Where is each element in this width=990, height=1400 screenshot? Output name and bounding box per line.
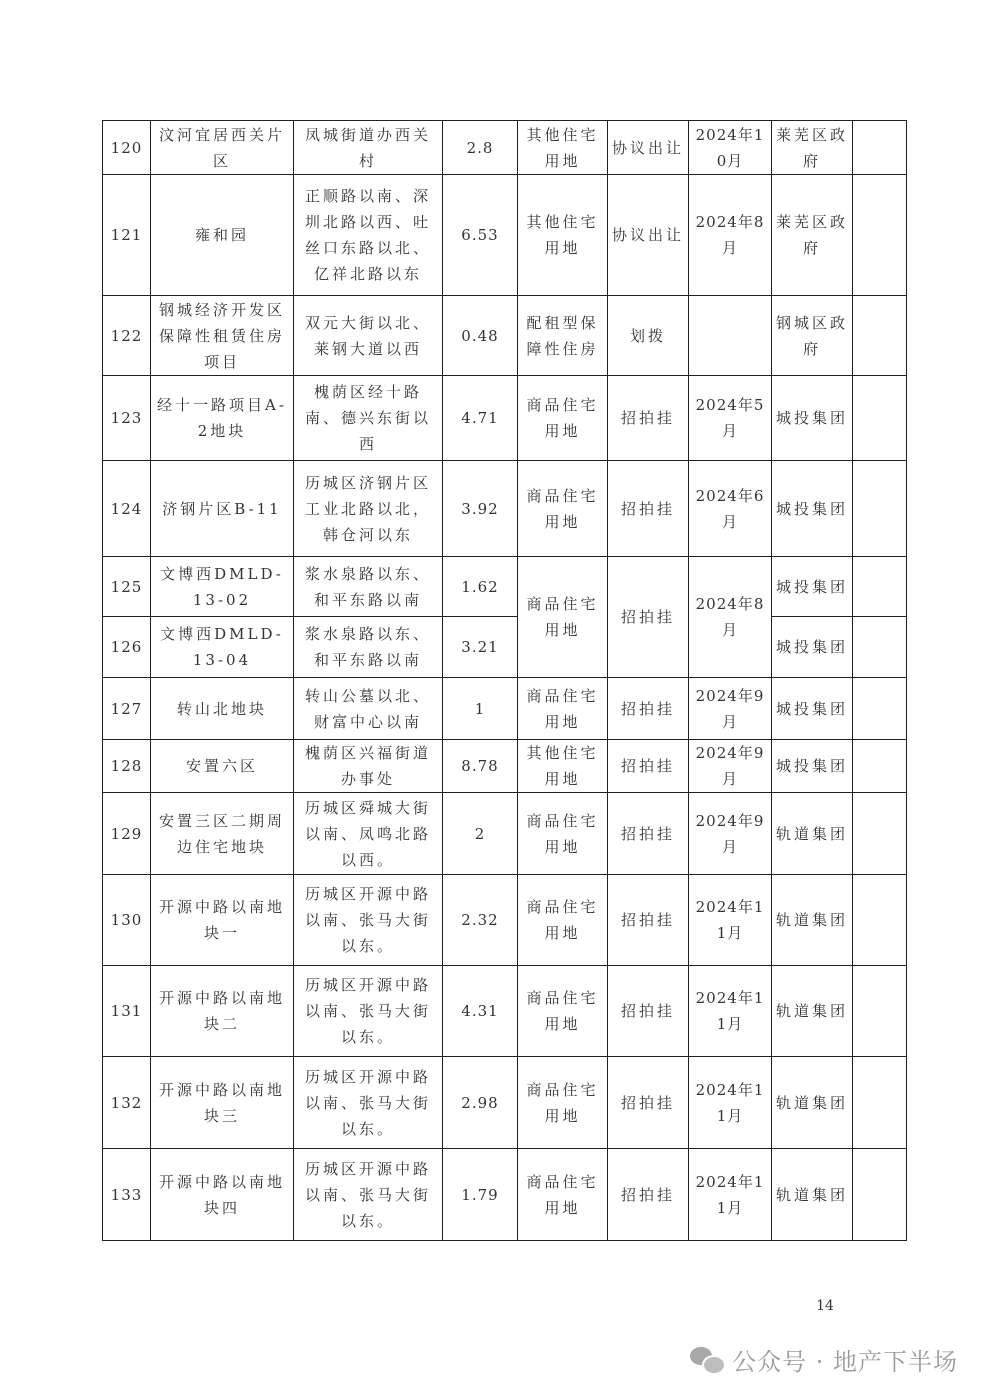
land-area: 2.8 [443, 121, 518, 175]
supply-method: 招拍挂 [608, 966, 689, 1057]
supply-method: 招拍挂 [608, 793, 689, 875]
land-use: 商品住宅用地 [518, 966, 608, 1057]
responsible-entity: 莱芜区政府 [772, 121, 853, 175]
responsible-entity: 钢城区政府 [772, 296, 853, 376]
page-number: 14 [816, 1298, 834, 1314]
project-location: 浆水泉路以东、和平东路以南 [294, 557, 443, 617]
watermark [690, 1342, 958, 1377]
supply-method: 划拨 [608, 296, 689, 376]
watermark-text: 公众号 · 地产下半场 [732, 1348, 958, 1376]
responsible-entity: 城投集团 [772, 617, 853, 678]
project-name: 经十一路项目A-2地块 [151, 376, 294, 461]
responsible-entity: 城投集团 [772, 557, 853, 617]
land-use: 商品住宅用地 [518, 1149, 608, 1241]
project-location: 双元大街以北、莱钢大道以西 [294, 296, 443, 376]
remark-cell [853, 121, 907, 175]
project-location: 槐荫区经十路南、德兴东街以西 [294, 376, 443, 461]
supply-method: 招拍挂 [608, 1057, 689, 1149]
table-row [103, 678, 907, 740]
supply-time [689, 296, 772, 376]
remark-cell [853, 875, 907, 966]
supply-method: 协议出让 [608, 121, 689, 175]
supply-time: 2024年9月 [689, 740, 772, 793]
responsible-entity: 轨道集团 [772, 1057, 853, 1149]
table-row [103, 296, 907, 376]
remark-cell [853, 376, 907, 461]
project-name: 开源中路以南地块三 [151, 1057, 294, 1149]
supply-time: 2024年11月 [689, 1149, 772, 1241]
project-name: 安置三区二期周边住宅地块 [151, 793, 294, 875]
responsible-entity: 城投集团 [772, 376, 853, 461]
remark-cell [853, 678, 907, 740]
supply-time: 2024年9月 [689, 793, 772, 875]
project-name: 汶河宜居西关片区 [151, 121, 294, 175]
project-location: 历城区开源中路以南、张马大街以东。 [294, 1149, 443, 1241]
land-area: 2.32 [443, 875, 518, 966]
land-use: 配租型保障性住房 [518, 296, 608, 376]
land-use: 商品住宅用地 [518, 875, 608, 966]
responsible-entity: 城投集团 [772, 740, 853, 793]
supply-method: 招拍挂 [608, 461, 689, 557]
project-location: 历城区开源中路以南、张马大街以东。 [294, 875, 443, 966]
remark-cell [853, 617, 907, 678]
row-number: 127 [103, 678, 151, 740]
table-row [103, 121, 907, 175]
project-name: 雍和园 [151, 175, 294, 296]
supply-time: 2024年11月 [689, 1057, 772, 1149]
row-number: 124 [103, 461, 151, 557]
land-area: 3.21 [443, 617, 518, 678]
table-row [103, 966, 907, 1057]
row-number: 131 [103, 966, 151, 1057]
land-use: 其他住宅用地 [518, 175, 608, 296]
land-area: 3.92 [443, 461, 518, 557]
remark-cell [853, 793, 907, 875]
remark-cell [853, 175, 907, 296]
row-number: 125 [103, 557, 151, 617]
project-location: 凤城街道办西关村 [294, 121, 443, 175]
table-row [103, 875, 907, 966]
responsible-entity: 城投集团 [772, 678, 853, 740]
supply-time: 2024年11月 [689, 966, 772, 1057]
row-number: 133 [103, 1149, 151, 1241]
wechat-icon [690, 1345, 724, 1375]
responsible-entity: 城投集团 [772, 461, 853, 557]
project-location: 转山公墓以北、财富中心以南 [294, 678, 443, 740]
table-row [103, 740, 907, 793]
table-row [103, 617, 907, 678]
supply-method: 招拍挂 [608, 557, 689, 678]
row-number: 122 [103, 296, 151, 376]
supply-time: 2024年6月 [689, 461, 772, 557]
project-location: 历城区开源中路以南、张马大街以东。 [294, 1057, 443, 1149]
land-use: 商品住宅用地 [518, 1057, 608, 1149]
row-number: 128 [103, 740, 151, 793]
remark-cell [853, 966, 907, 1057]
row-number: 126 [103, 617, 151, 678]
land-area: 8.78 [443, 740, 518, 793]
remark-cell [853, 296, 907, 376]
project-name: 文博西DMLD-13-04 [151, 617, 294, 678]
table-row [103, 1149, 907, 1241]
table-row [103, 557, 907, 617]
land-area: 1 [443, 678, 518, 740]
supply-time: 2024年11月 [689, 875, 772, 966]
land-parcel-table [102, 120, 907, 1241]
row-number: 130 [103, 875, 151, 966]
land-use: 商品住宅用地 [518, 557, 608, 678]
supply-time: 2024年8月 [689, 175, 772, 296]
remark-cell [853, 557, 907, 617]
supply-time: 2024年5月 [689, 376, 772, 461]
remark-cell [853, 740, 907, 793]
supply-method: 招拍挂 [608, 875, 689, 966]
supply-time: 2024年8月 [689, 557, 772, 678]
project-name: 转山北地块 [151, 678, 294, 740]
project-name: 安置六区 [151, 740, 294, 793]
supply-time: 2024年10月 [689, 121, 772, 175]
table-row [103, 1057, 907, 1149]
responsible-entity: 莱芜区政府 [772, 175, 853, 296]
supply-method: 招拍挂 [608, 376, 689, 461]
project-name: 文博西DMLD-13-02 [151, 557, 294, 617]
table-row [103, 793, 907, 875]
project-location: 槐荫区兴福街道办事处 [294, 740, 443, 793]
responsible-entity: 轨道集团 [772, 1149, 853, 1241]
land-area: 1.79 [443, 1149, 518, 1241]
land-area: 2 [443, 793, 518, 875]
project-location: 历城区开源中路以南、张马大街以东。 [294, 966, 443, 1057]
land-area: 4.31 [443, 966, 518, 1057]
land-area: 2.98 [443, 1057, 518, 1149]
table-row [103, 376, 907, 461]
responsible-entity: 轨道集团 [772, 793, 853, 875]
land-use: 商品住宅用地 [518, 793, 608, 875]
project-name: 开源中路以南地块四 [151, 1149, 294, 1241]
row-number: 129 [103, 793, 151, 875]
row-number: 121 [103, 175, 151, 296]
remark-cell [853, 1149, 907, 1241]
land-use: 商品住宅用地 [518, 461, 608, 557]
supply-time: 2024年9月 [689, 678, 772, 740]
remark-cell [853, 1057, 907, 1149]
land-use: 商品住宅用地 [518, 678, 608, 740]
land-area: 0.48 [443, 296, 518, 376]
project-location: 正顺路以南、深圳北路以西、吐丝口东路以北、亿祥北路以东 [294, 175, 443, 296]
project-location: 历城区济钢片区工业北路以北，韩仓河以东 [294, 461, 443, 557]
project-name: 济钢片区B-11 [151, 461, 294, 557]
project-name: 开源中路以南地块二 [151, 966, 294, 1057]
project-name: 开源中路以南地块一 [151, 875, 294, 966]
table-row [103, 461, 907, 557]
remark-cell [853, 461, 907, 557]
supply-method: 招拍挂 [608, 740, 689, 793]
land-area: 4.71 [443, 376, 518, 461]
row-number: 123 [103, 376, 151, 461]
supply-method: 协议出让 [608, 175, 689, 296]
row-number: 120 [103, 121, 151, 175]
project-location: 浆水泉路以东、和平东路以南 [294, 617, 443, 678]
land-use: 其他住宅用地 [518, 121, 608, 175]
supply-method: 招拍挂 [608, 1149, 689, 1241]
land-area: 1.62 [443, 557, 518, 617]
project-location: 历城区舜城大街以南、凤鸣北路以西。 [294, 793, 443, 875]
land-use: 其他住宅用地 [518, 740, 608, 793]
responsible-entity: 轨道集团 [772, 966, 853, 1057]
project-name: 钢城经济开发区保障性租赁住房项目 [151, 296, 294, 376]
row-number: 132 [103, 1057, 151, 1149]
land-area: 6.53 [443, 175, 518, 296]
supply-method: 招拍挂 [608, 678, 689, 740]
land-use: 商品住宅用地 [518, 376, 608, 461]
responsible-entity: 轨道集团 [772, 875, 853, 966]
table-row [103, 175, 907, 296]
